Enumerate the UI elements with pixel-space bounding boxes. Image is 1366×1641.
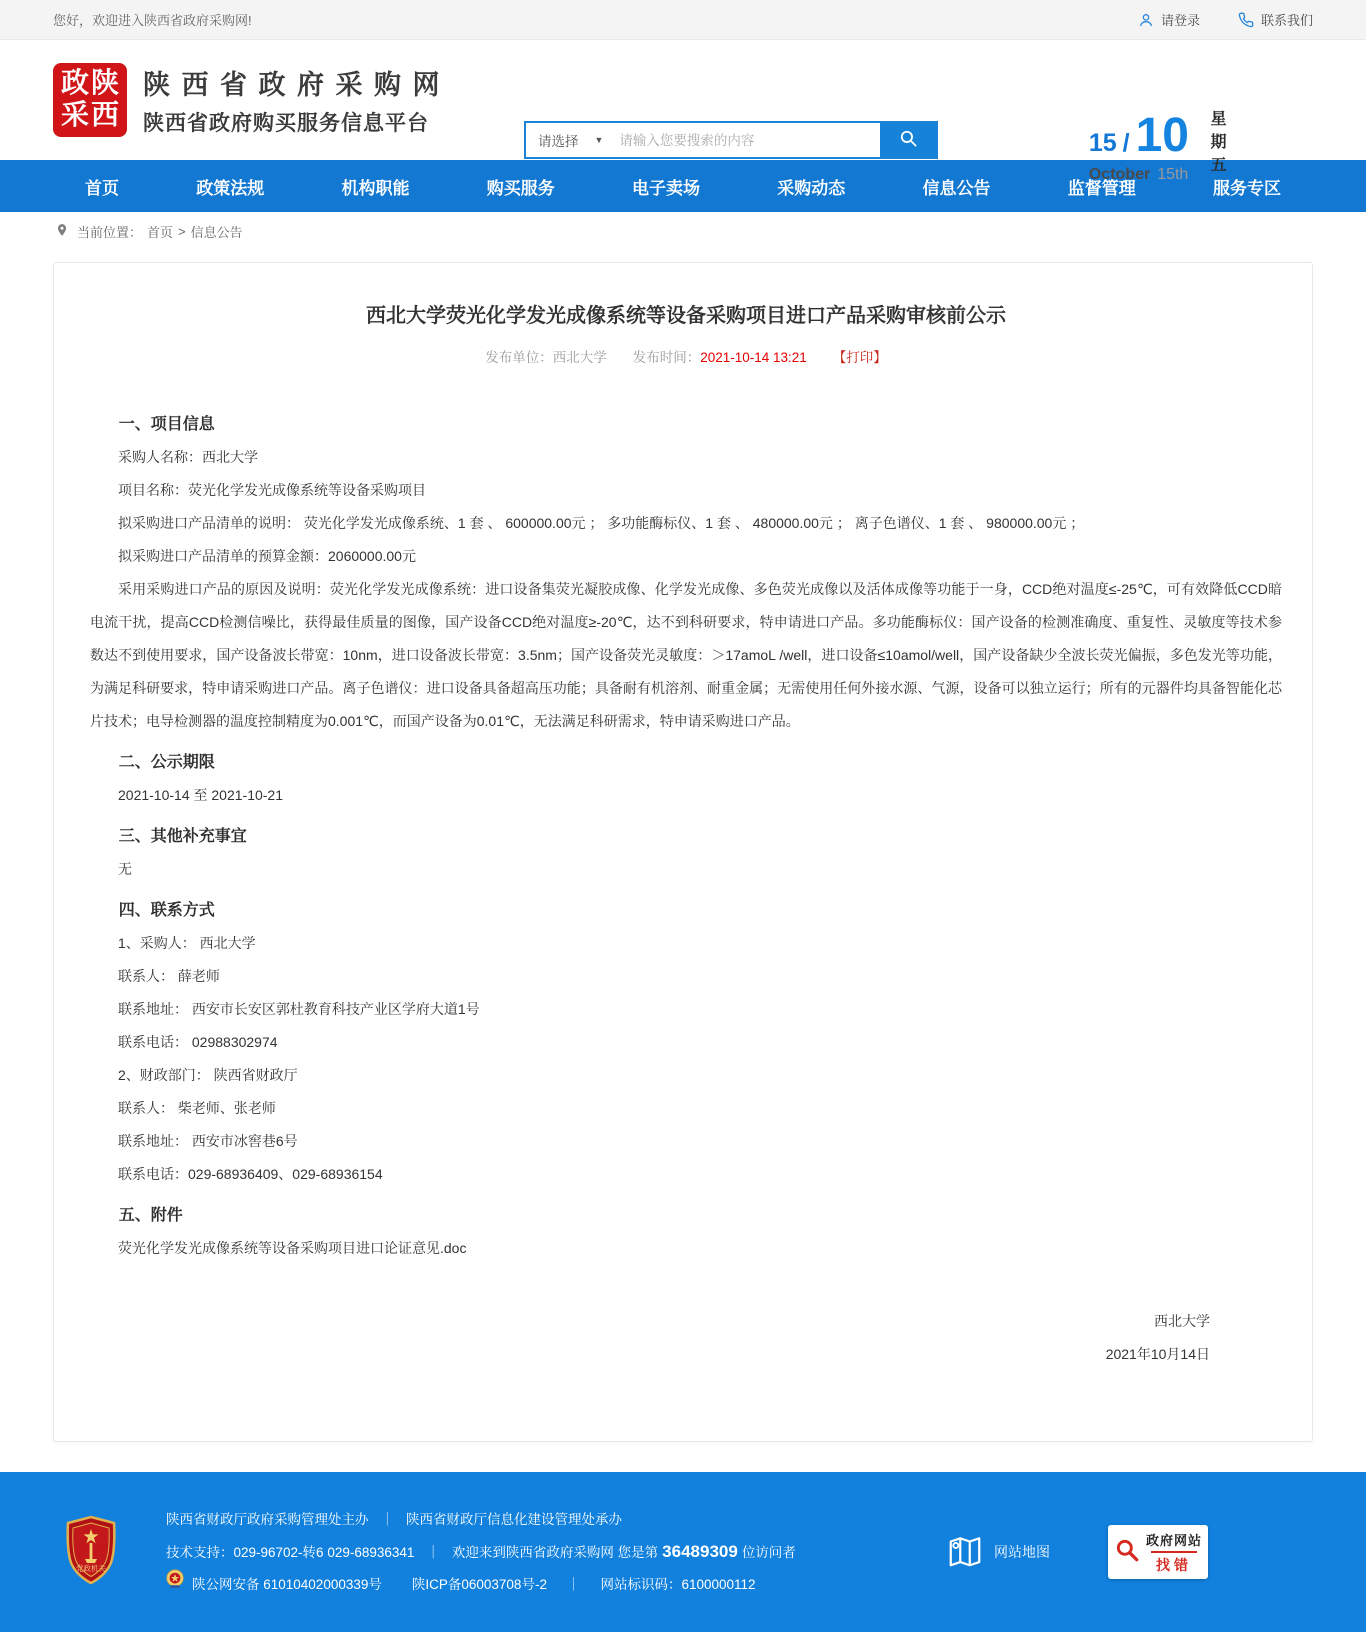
police-badge-icon	[166, 1569, 184, 1601]
footer-line2: 技术支持：029-96702-转6 029-68936341 ｜ 欢迎来到陕西省政府采购网 您是第 36489309 位访问者	[166, 1541, 796, 1561]
login-label: 请登录	[1160, 13, 1200, 28]
article-paragraph: 联系电话：029-68936409、029-68936154	[118, 1166, 383, 1182]
icp-number: 陕ICP备06003708号-2	[411, 1576, 547, 1592]
print-button[interactable]: 【打印】	[832, 350, 887, 365]
error-report-badge[interactable]	[1108, 1525, 1208, 1579]
article-paragraph: 联系人： 柴老师、张老师	[118, 1100, 276, 1116]
footer-host: 陕西省财政厅政府采购管理处主办	[166, 1511, 369, 1527]
nav-item-supervision[interactable]: 监督管理	[1067, 178, 1136, 198]
attachment-link[interactable]: 荧光化学发光成像系统等设备采购项目进口论证意见.doc	[118, 1240, 467, 1256]
date-ordinal: 15th	[1157, 166, 1189, 183]
publisher-label: 发布单位：	[485, 350, 553, 365]
party-gov-shield-icon	[62, 1515, 120, 1590]
nav-item-functions[interactable]: 机构职能	[341, 178, 410, 198]
nav-item-home[interactable]: 首页	[85, 178, 119, 198]
section-heading: 五、附件	[118, 1207, 183, 1224]
date-month-name: October	[1088, 166, 1151, 183]
section-heading: 三、其他补充事宜	[118, 828, 247, 845]
breadcrumb-home-link[interactable]: 首页	[147, 224, 174, 240]
search-bar	[524, 121, 938, 159]
article-paragraph: 项目名称：荧光化学发光成像系统等设备采购项目	[118, 482, 426, 498]
sitemap-label: 网站地图	[994, 1544, 1050, 1560]
sitemap-link[interactable]	[946, 1532, 1050, 1573]
header	[0, 40, 1366, 183]
date-widget: 15 / 10 October 15th 星期五	[1089, 108, 1228, 184]
phone-icon	[1238, 12, 1254, 28]
contact-label: 联系我们	[1260, 13, 1313, 28]
tech-support: 技术支持：029-96702-转6 029-68936341	[166, 1544, 415, 1560]
red-magnifier-icon	[1114, 1537, 1140, 1568]
location-pin-icon	[55, 223, 72, 240]
user-icon	[1138, 12, 1154, 28]
footer-line1: 陕西省财政厅政府采购管理处主办 ｜ 陕西省财政厅信息化建设管理处承办	[166, 1511, 622, 1527]
contact-link[interactable]	[1238, 10, 1313, 29]
breadcrumb	[0, 212, 1366, 250]
article-signature	[90, 1305, 1282, 1371]
nav-item-e-mall[interactable]: 电子卖场	[632, 178, 700, 198]
breadcrumb-prefix: 当前位置：	[77, 224, 143, 240]
article-meta	[90, 346, 1282, 366]
nav-item-service-zone[interactable]: 服务专区	[1213, 178, 1281, 198]
nav-item-purchase-services[interactable]: 购买服务	[486, 178, 555, 198]
publish-time-value: 2021-10-14 13:21	[700, 350, 807, 365]
site-logo[interactable]	[53, 63, 442, 137]
topbar	[0, 0, 1366, 40]
article-paragraph: 联系人： 薛老师	[118, 968, 220, 984]
article-paragraph: 联系电话： 02988302974	[118, 1034, 278, 1050]
badge-subtitle: 找错	[1155, 1556, 1192, 1573]
date-month-number: 10	[1135, 109, 1189, 162]
article-paragraph: 无	[118, 861, 132, 877]
nav-item-procurement-news[interactable]: 采购动态	[777, 178, 846, 198]
article-paragraph: 拟采购进口产品清单的说明： 荧光化学发光成像系统、1 套 、 600000.00元 ； 多功能酶标仪、1 套 、 480000.00元 ； 离子色谱仪、1 套 、 980000.00元 ；	[118, 515, 1085, 531]
section-heading: 一、项目信息	[118, 416, 215, 433]
date-day: 15	[1088, 129, 1117, 157]
date-weekday: 星期五	[1208, 110, 1225, 179]
svg-text:党政机关: 党政机关	[76, 1563, 106, 1573]
search-select-label: 请选择	[538, 134, 579, 149]
map-icon	[946, 1532, 984, 1573]
visitor-count: 36489309	[662, 1541, 738, 1561]
police-record-number: 陕公网安备 61010402000339号	[192, 1576, 382, 1592]
welcome-text: 您好，欢迎进入陕西省政府采购网!	[53, 13, 252, 28]
article-paragraph: 联系地址： 西安市冰窖巷6号	[118, 1133, 298, 1149]
article-card	[53, 262, 1313, 1442]
section-heading: 四、联系方式	[118, 902, 215, 919]
badge-title: 政府网站	[1145, 1532, 1202, 1548]
article-body	[90, 408, 1282, 1265]
signature-org: 西北大学	[1154, 1313, 1210, 1329]
publish-time-label: 发布时间：	[632, 350, 701, 365]
nav-item-announcements[interactable]: 信息公告	[922, 178, 991, 198]
logo-seal-icon: 政 陕 采 西	[53, 63, 127, 137]
article-title: 西北大学荧光化学发光成像系统等设备采购项目进口产品采购审核前公示	[366, 305, 1006, 327]
visitor-welcome: 欢迎来到陕西省政府采购网 您是第	[451, 1544, 659, 1560]
nav-item-policy[interactable]: 政策法规	[196, 178, 265, 198]
section-heading: 二、公示期限	[118, 754, 215, 771]
article-paragraph: 采购人名称：西北大学	[118, 449, 258, 465]
breadcrumb-current: 信息公告	[190, 224, 243, 240]
article-paragraph: 拟采购进口产品清单的预算金额：2060000.00元	[118, 548, 416, 564]
article-paragraph: 2021-10-14 至 2021-10-21	[118, 787, 284, 803]
article-paragraph: 采用采购进口产品的原因及说明：荧光化学发光成像系统：进口设备集荧光凝胶成像、化学发光成像、多色荧光成像以及活体成像等功能于一身，CCD绝对温度≤-25℃，可有效降低CCD暗电流干扰，提高CCD检测信噪比，获得最佳质量的图像，国产设备CCD绝对温度≥-20℃，达不到科研要求，特申请进口产品。多功能酶标仪：国产设备的检测准确度、重复性、灵敏度等技术参数达不到使用要求，国产设备波长带宽：10nm，进口设备波长带宽：3.5nm；国产设备荧光灵敏度：＞17amoL /well，进口设备≤10amol/well，国产设备缺少全波长荧光偏振，多色发光等功能，为满足科研要求，特申请采购进口产品。离子色谱仪：进口设备具备超高压功能；具备耐有机溶剂、耐重金属；无需使用任何外接水源、气源，设备可以独立运行；所有的元器件均具备智能化芯片技术；电导检测器的温度控制精度为0.001℃，而国产设备为0.01℃，无法满足科研需求，特申请采购进口产品。	[90, 581, 1282, 729]
site-subtitle: 陕西省政府购买服务信息平台	[143, 112, 429, 135]
visitor-suffix: 位访问者	[741, 1544, 796, 1560]
site-code: 网站标识码：6100000112	[600, 1576, 756, 1592]
footer-line3: 陕公网安备 61010402000339号 陕ICP备06003708号-2 ｜ 网站标识码：6100000112	[166, 1569, 796, 1601]
search-button[interactable]	[880, 123, 936, 157]
footer	[0, 1472, 1366, 1632]
chevron-down-icon: ▼	[594, 135, 604, 145]
breadcrumb-separator: >	[178, 223, 186, 239]
article-paragraph: 1、采购人： 西北大学	[118, 935, 256, 951]
footer-undertaker: 陕西省财政厅信息化建设管理处承办	[406, 1511, 622, 1527]
signature-date: 2021年10月14日	[1105, 1346, 1210, 1362]
search-category-select[interactable]	[526, 130, 617, 150]
search-icon	[899, 129, 918, 151]
login-link[interactable]	[1138, 10, 1200, 29]
article-paragraph: 2、财政部门： 陕西省财政厅	[118, 1067, 298, 1083]
search-input[interactable]	[617, 132, 880, 149]
publisher-value: 西北大学	[552, 350, 607, 365]
article-paragraph: 联系地址： 西安市长安区郭杜教育科技产业区学府大道1号	[118, 1001, 480, 1017]
site-title: 陕 西 省 政 府 采 购 网	[143, 70, 442, 100]
